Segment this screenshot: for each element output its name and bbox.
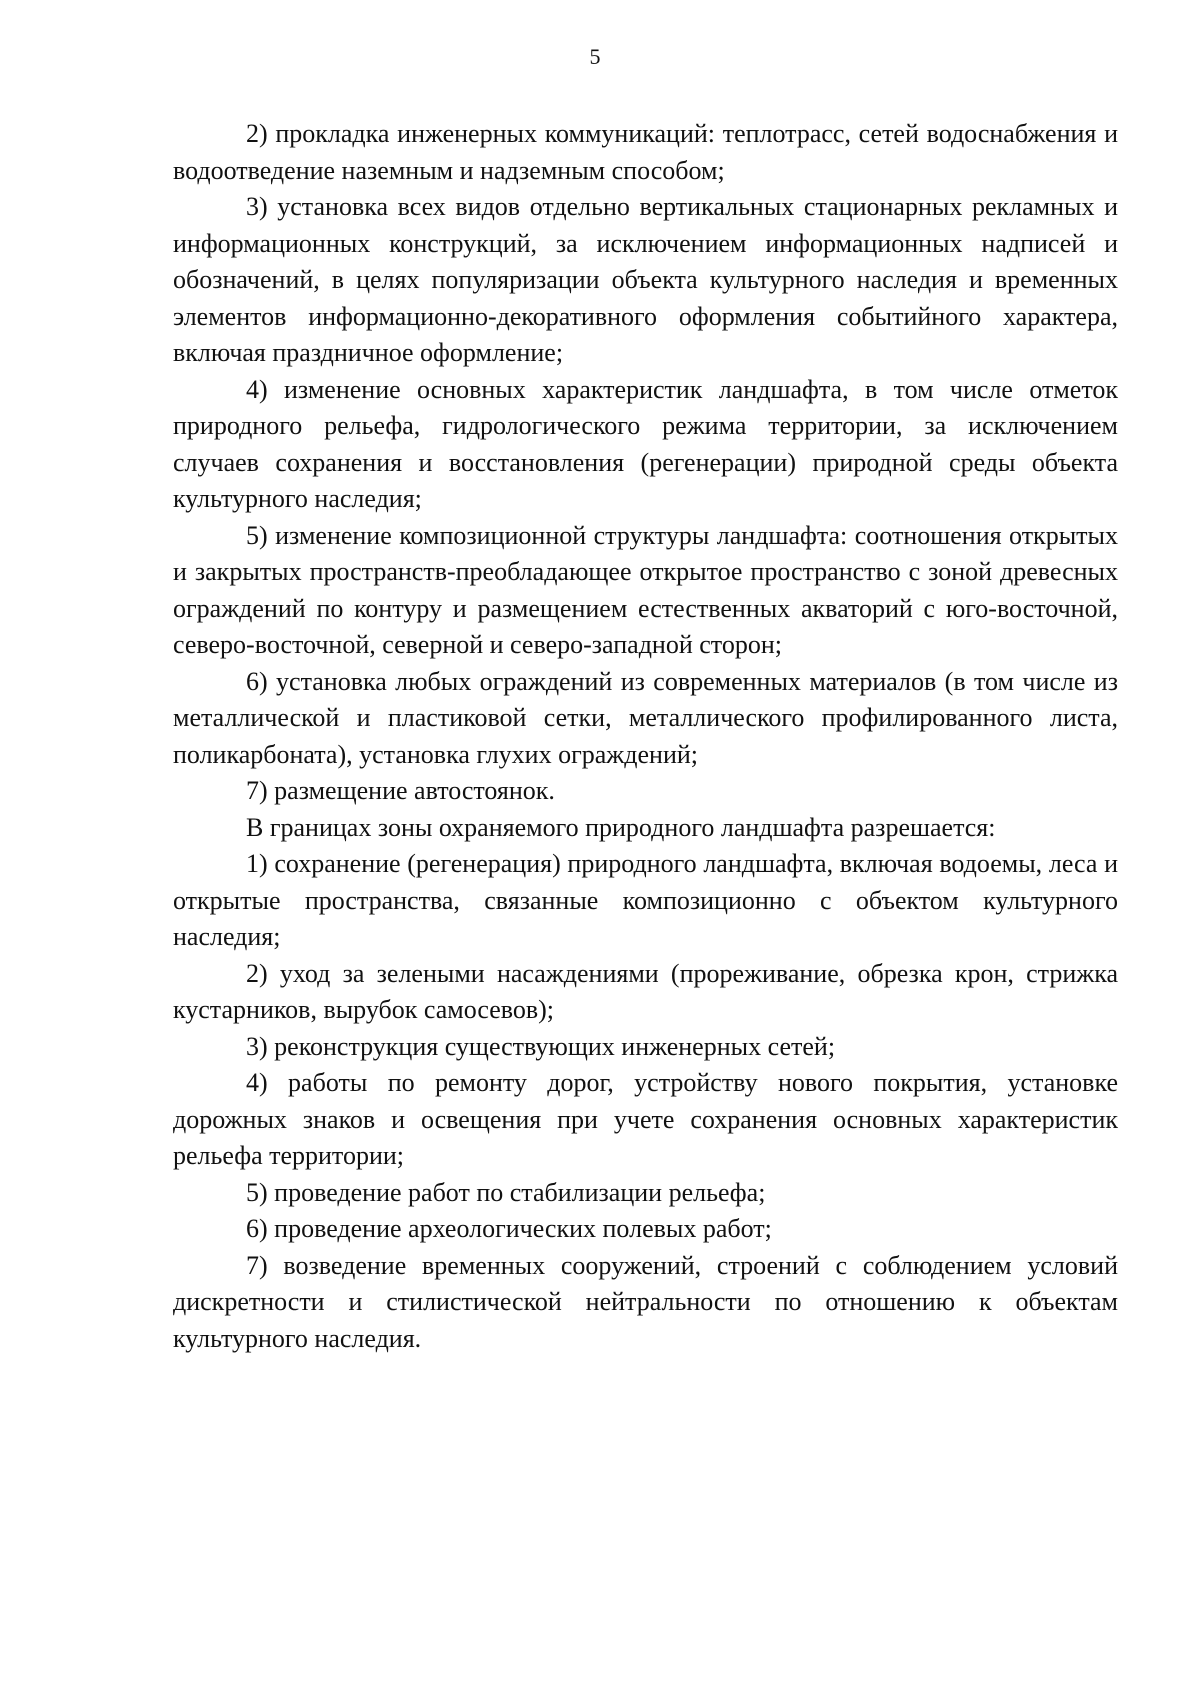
paragraph-prohibited-5: 5) изменение композиционной структуры ландшафта: соотношения открытых и закрытых пространств-преобладающее открытое пространство с зоной древесных ограждений по контуру и размещением естественных акваторий с юго-восточной, северо-восточной, северной и северо-западной сторон; bbox=[173, 520, 1118, 659]
paragraph-permitted-1: 1) сохранение (регенерация) природного ландшафта, включая водоемы, леса и открытые пространства, связанные композиционно с объектом культурного наследия; bbox=[173, 849, 1118, 951]
paragraph-permitted-intro: В границах зоны охраняемого природного ландшафта разрешается: bbox=[246, 812, 996, 842]
paragraph-prohibited-2: 2) прокладка инженерных коммуникаций: теплотрасс, сетей водоснабжения и водоотведение наземным и надземным способом; bbox=[173, 119, 1118, 185]
paragraph-permitted-5: 5) проведение работ по стабилизации рельефа; bbox=[246, 1177, 766, 1207]
paragraph-prohibited-3: 3) установка всех видов отдельно вертикальных стационарных рекламных и информационных конструкций, за исключением информационных надписей и обозначений, в целях популяризации объекта культурного наследия и временных элементов информационно-декоративного оформления событийного характера, включая праздничное оформление; bbox=[173, 192, 1118, 367]
paragraph-prohibited-6: 6) установка любых ограждений из современных материалов (в том числе из металлической и пластиковой сетки, металлического профилированного листа, поликарбоната), установка глухих ограждений; bbox=[173, 666, 1118, 769]
paragraph-permitted-2: 2) уход за зелеными насаждениями (прореживание, обрезка крон, стрижка кустарников, вырубок самосевов); bbox=[173, 958, 1118, 1024]
paragraph-permitted-7: 7) возведение временных сооружений, строений с соблюдением условий дискретности и стилистической нейтральности по отношению к объектам культурного наследия. bbox=[173, 1250, 1118, 1353]
document-body bbox=[173, 116, 1118, 1357]
paragraph-permitted-4: 4) работы по ремонту дорог, устройству нового покрытия, установке дорожных знаков и освещения при учете сохранения основных характеристик рельефа территории; bbox=[173, 1068, 1118, 1170]
paragraph-permitted-3: 3) реконструкция существующих инженерных сетей; bbox=[246, 1031, 836, 1061]
page-number: 5 bbox=[589, 44, 601, 69]
paragraph-permitted-6: 6) проведение археологических полевых работ; bbox=[246, 1214, 772, 1243]
paragraph-prohibited-7: 7) размещение автостоянок. bbox=[246, 776, 555, 805]
paragraph-prohibited-4: 4) изменение основных характеристик ландшафта, в том числе отметок природного рельефа, гидрологического режима территории, за исключением случаев сохранения и восстановления (регенерации) природной среды объекта культурного наследия; bbox=[173, 374, 1118, 513]
